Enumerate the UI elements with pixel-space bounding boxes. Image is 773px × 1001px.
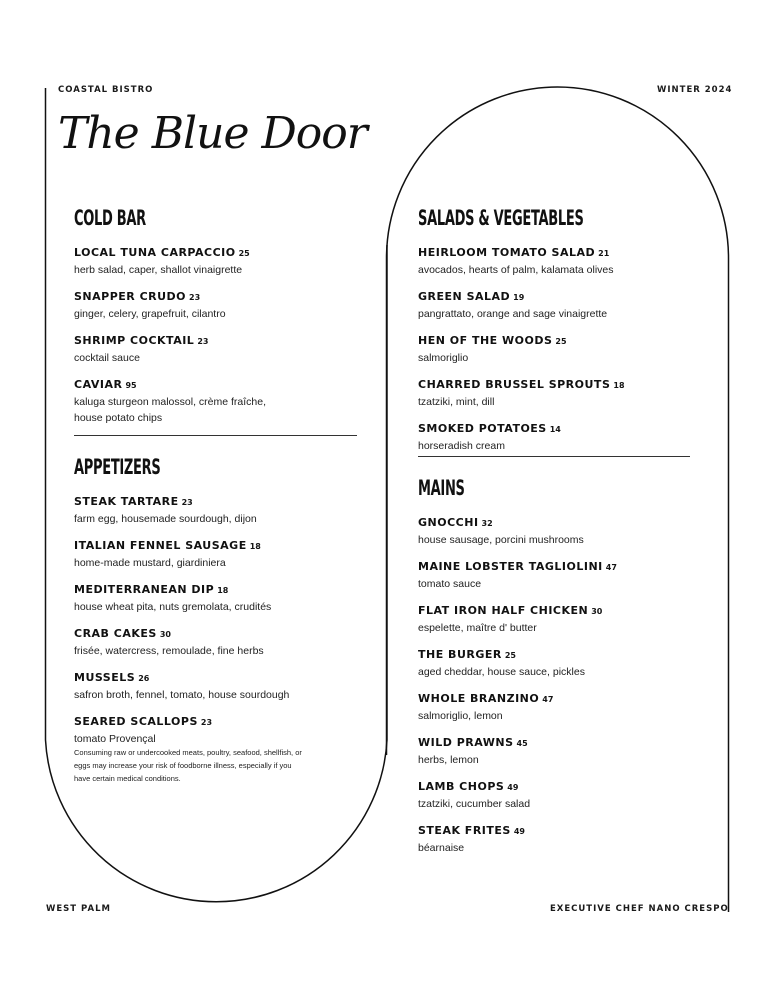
item-price: 23 — [197, 337, 209, 346]
section-salads-vegetables — [418, 206, 685, 463]
item-description: safron broth, fennel, tomato, house sourdough — [74, 689, 290, 701]
item-name: HEIRLOOM TOMATO SALAD — [418, 246, 596, 259]
food-safety-disclaimer: Consuming raw or undercooked meats, poultry, seafood, shellfish, or eggs may increase your risk of foodborne illness, especially if you have certain medical conditions. — [74, 748, 302, 783]
item-description: frisée, watercress, remoulade, fine herbs — [74, 645, 264, 657]
item-description: espelette, maître d' butter — [418, 622, 537, 634]
item-description: béarnaise — [418, 842, 465, 854]
menu-item — [74, 668, 289, 703]
item-name: SHRIMP COCKTAIL — [74, 334, 195, 347]
menu-item — [74, 287, 294, 322]
item-name: STEAK TARTARE — [74, 495, 179, 508]
item-price: 47 — [605, 563, 617, 572]
item-description: farm egg, housemade sourdough, dijon — [74, 513, 257, 525]
item-description: tomato Provençal — [74, 733, 156, 745]
item-name: WHOLE BRANZINO — [418, 692, 540, 705]
item-description: horseradish cream — [418, 440, 505, 452]
chef-credit: EXECUTIVE CHEF NANO CRESPO — [550, 904, 729, 914]
menu-item — [418, 375, 685, 410]
item-name: CHARRED BRUSSEL SPROUTS — [418, 378, 611, 391]
item-description: salmoriglio, lemon — [418, 710, 503, 722]
item-description: house sausage, porcini mushrooms — [418, 534, 584, 546]
item-price: 25 — [238, 249, 250, 258]
restaurant-title: The Blue Door — [58, 108, 367, 159]
menu-item — [74, 580, 289, 615]
menu-item — [418, 777, 617, 812]
season-label: WINTER 2024 — [657, 85, 733, 95]
item-description: home-made mustard, giardiniera — [74, 557, 226, 569]
menu-item — [418, 557, 617, 592]
item-name: MAINE LOBSTER TAGLIOLINI — [418, 560, 603, 573]
item-price: 49 — [507, 783, 519, 792]
menu-item — [418, 645, 617, 680]
item-name: HEN OF THE WOODS — [418, 334, 553, 347]
item-description: salmoriglio — [418, 352, 469, 364]
item-description: herb salad, caper, shallot vinaigrette — [74, 264, 243, 276]
item-price: 19 — [513, 293, 525, 302]
section-title: APPETIZERS — [74, 455, 161, 479]
item-name: WILD PRAWNS — [418, 736, 514, 749]
item-name: STEAK FRITES — [418, 824, 511, 837]
item-price: 18 — [249, 542, 261, 551]
restaurant-type-label: COASTAL BISTRO — [58, 85, 154, 95]
item-price: 47 — [542, 695, 554, 704]
section-mains — [418, 476, 617, 865]
item-description: avocados, hearts of palm, kalamata olives — [418, 264, 614, 276]
item-price: 23 — [181, 498, 193, 507]
menu-item — [74, 331, 294, 366]
section-title: MAINS — [418, 476, 465, 500]
section-title: COLD BAR — [74, 206, 146, 230]
item-name: GNOCCHI — [418, 516, 479, 529]
item-name: MEDITERRANEAN DIP — [74, 583, 215, 596]
item-name: SNAPPER CRUDO — [74, 290, 187, 303]
item-price: 23 — [200, 718, 213, 727]
menu-item — [74, 536, 289, 571]
section-appetizers — [74, 455, 289, 756]
item-price: 14 — [549, 425, 561, 434]
menu-item — [418, 513, 617, 548]
section-cold-bar — [74, 206, 294, 435]
item-name: THE BURGER — [418, 648, 502, 661]
item-price: 30 — [159, 630, 171, 639]
item-name: GREEN SALAD — [418, 290, 511, 303]
item-price: 32 — [481, 519, 493, 528]
item-description: herbs, lemon — [418, 754, 479, 766]
item-name: ITALIAN FENNEL SAUSAGE — [74, 539, 247, 552]
section-divider — [74, 435, 357, 436]
item-price: 26 — [138, 674, 150, 683]
menu-item — [74, 624, 289, 659]
menu-item — [418, 601, 617, 636]
item-name: LOCAL TUNA CARPACCIO — [74, 246, 236, 259]
item-name: SEARED SCALLOPS — [74, 715, 198, 728]
menu-item — [74, 712, 289, 747]
item-price: 25 — [504, 651, 516, 660]
item-name: FLAT IRON HALF CHICKEN — [418, 604, 589, 617]
item-price: 18 — [217, 586, 229, 595]
item-price: 21 — [598, 249, 610, 258]
menu-item — [418, 689, 617, 724]
item-description: tzatziki, mint, dill — [418, 396, 495, 408]
menu-item — [418, 419, 685, 454]
menu-item — [418, 331, 685, 366]
location-label: WEST PALM — [46, 904, 111, 914]
item-name: CRAB CAKES — [74, 627, 157, 640]
item-description: aged cheddar, house sauce, pickles — [418, 666, 585, 678]
item-price: 23 — [189, 293, 201, 302]
item-name: CAVIAR — [74, 378, 123, 391]
menu-item — [74, 375, 294, 426]
menu-item — [418, 733, 617, 768]
item-description: ginger, celery, grapefruit, cilantro — [74, 308, 226, 320]
item-price: 45 — [516, 739, 528, 748]
section-title: SALADS & VEGETABLES — [418, 206, 584, 230]
menu-item — [418, 821, 617, 856]
menu-item — [418, 243, 685, 278]
section-divider — [418, 456, 690, 457]
item-description: tomato sauce — [418, 578, 482, 590]
item-price: 18 — [613, 381, 625, 390]
item-name: MUSSELS — [74, 671, 136, 684]
menu-item — [418, 287, 685, 322]
item-description: kaluga sturgeon malossol, crème fraîche, house potato chips — [74, 396, 267, 424]
item-name: SMOKED POTATOES — [418, 422, 547, 435]
item-price: 95 — [125, 381, 137, 390]
menu-item — [74, 243, 294, 278]
item-price: 49 — [513, 827, 525, 836]
item-price: 25 — [555, 337, 567, 346]
item-name: LAMB CHOPS — [418, 780, 505, 793]
item-description: pangrattato, orange and sage vinaigrette — [418, 308, 608, 320]
item-price: 30 — [591, 607, 603, 616]
item-description: tzatziki, cucumber salad — [418, 798, 531, 810]
menu-item — [74, 492, 289, 527]
item-description: cocktail sauce — [74, 352, 140, 364]
item-description: house wheat pita, nuts gremolata, crudités — [74, 601, 272, 613]
